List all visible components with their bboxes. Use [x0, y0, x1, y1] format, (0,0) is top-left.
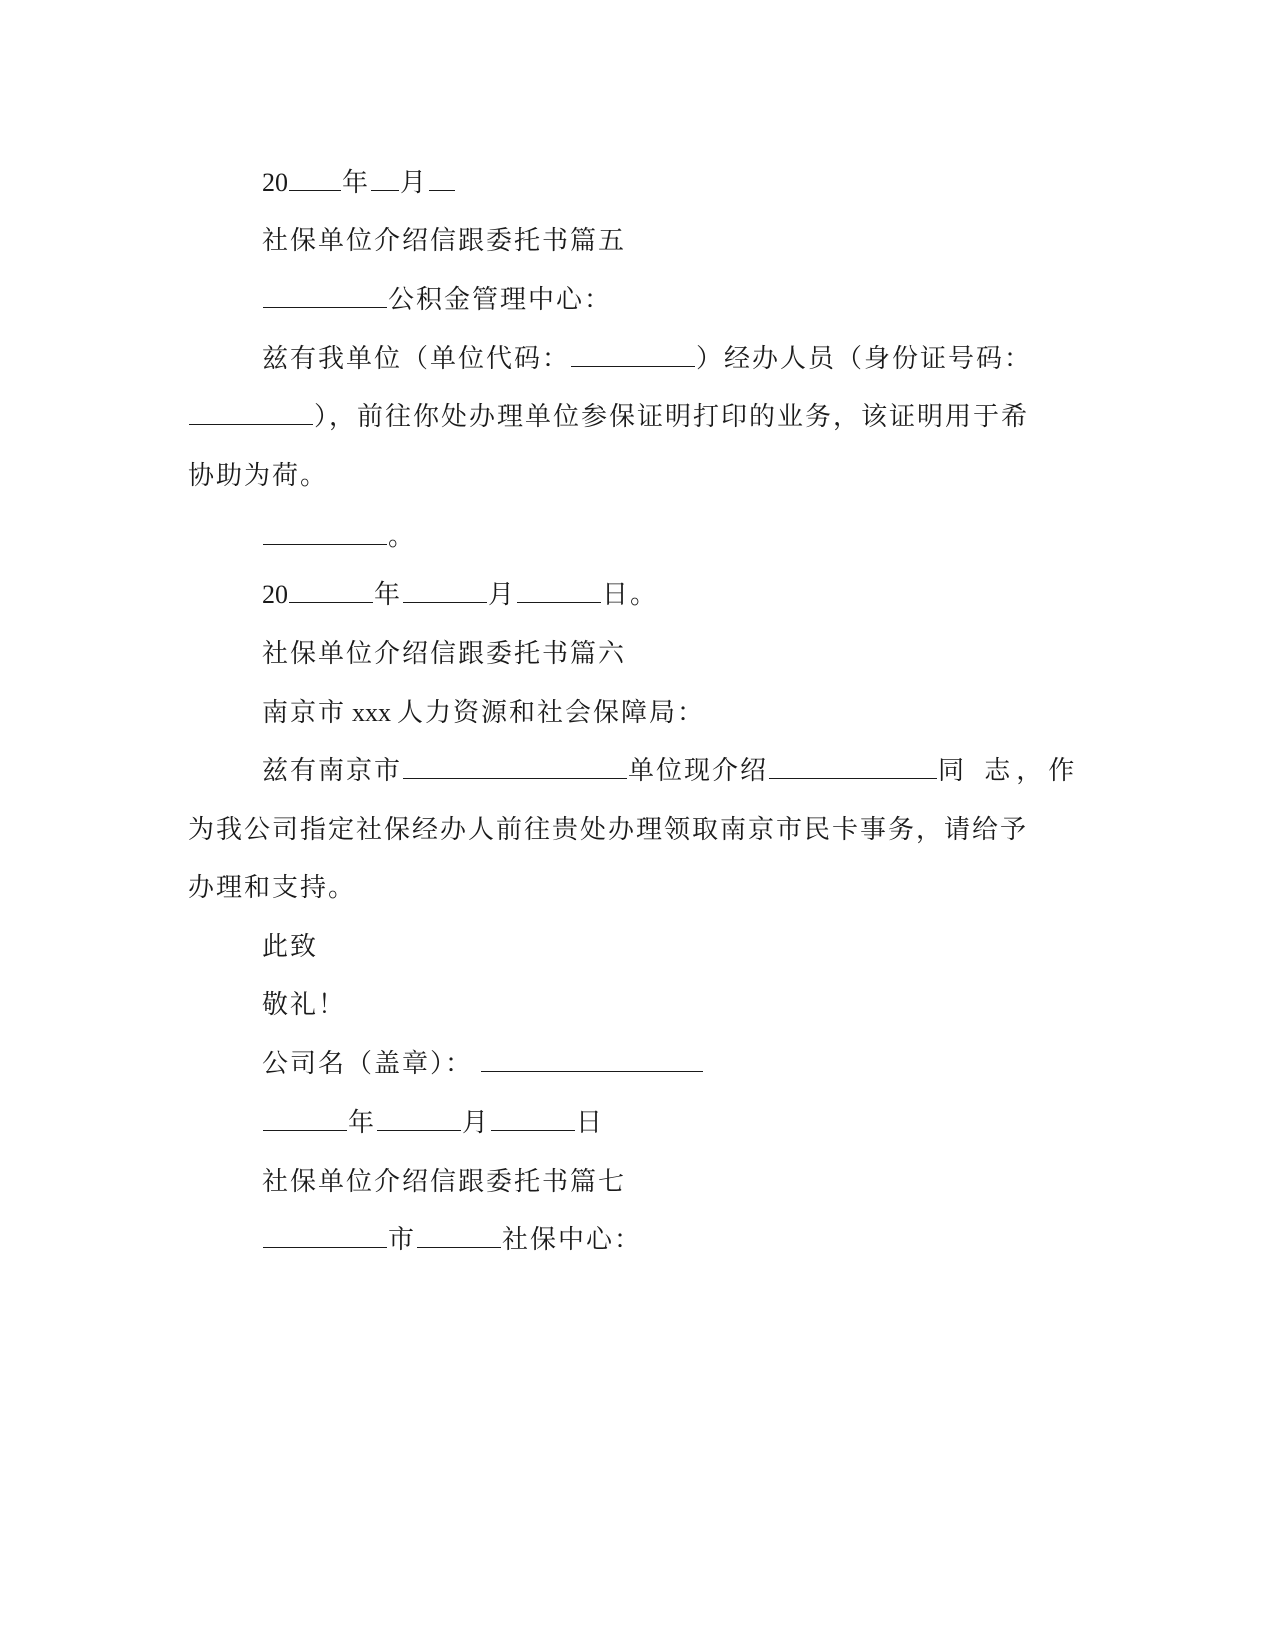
day-blank	[429, 166, 455, 191]
year-blank	[289, 578, 373, 603]
month-blank	[371, 166, 399, 191]
addressee-line-7: 市 社保中心：	[262, 1223, 642, 1257]
id-number-blank	[189, 400, 313, 425]
month-blank	[403, 578, 487, 603]
body6-line-2: 为我公司指定社保经办人前往贵处办理领取南京市民卡事务，请给予	[188, 815, 1029, 845]
addressee-line-6: 南京市 xxx 人力资源和社会保障局：	[262, 698, 706, 728]
day-blank	[491, 1106, 575, 1131]
section-heading-7: 社保单位介绍信跟委托书篇七	[262, 1167, 627, 1197]
company-name-blank	[481, 1047, 703, 1072]
year-blank	[263, 1106, 347, 1131]
unit-code-blank	[571, 342, 695, 367]
date-line-1: 20 年 月	[262, 166, 456, 200]
section-heading-6: 社保单位介绍信跟委托书篇六	[262, 639, 627, 669]
closing-line-1: 此致	[262, 932, 319, 962]
month-blank	[377, 1106, 461, 1131]
year-blank	[289, 166, 341, 191]
date-line-2: 20 年 月 日。	[262, 580, 659, 610]
date-line-3: 年 月 日	[262, 1106, 604, 1140]
body-line-3: 协助为荷。	[188, 461, 329, 491]
city-blank	[263, 1223, 387, 1248]
signature-blank	[263, 520, 387, 545]
body6-line-1: 兹有南京市 单位现介绍 同 志，作	[262, 756, 1081, 786]
body-line-1: 兹有我单位（单位代码： ）经办人员（身份证号码：	[262, 344, 1033, 374]
body6-line-3: 办理和支持。	[188, 873, 357, 903]
unit-name-blank	[403, 754, 627, 779]
center-name-blank	[263, 283, 387, 308]
company-seal-line: 公司名（盖章）：	[262, 1047, 704, 1081]
signature-line: 。	[262, 520, 416, 554]
body-line-2: ），前往你处办理单位参保证明打印的业务，该证明用于希	[188, 400, 1029, 434]
closing-line-2: 敬礼！	[262, 990, 347, 1020]
section-heading-5: 社保单位介绍信跟委托书篇五	[262, 226, 627, 256]
addressee-line: 公积金管理中心：	[262, 283, 612, 317]
district-blank	[417, 1223, 501, 1248]
day-blank	[517, 578, 601, 603]
person-name-blank	[769, 754, 937, 779]
